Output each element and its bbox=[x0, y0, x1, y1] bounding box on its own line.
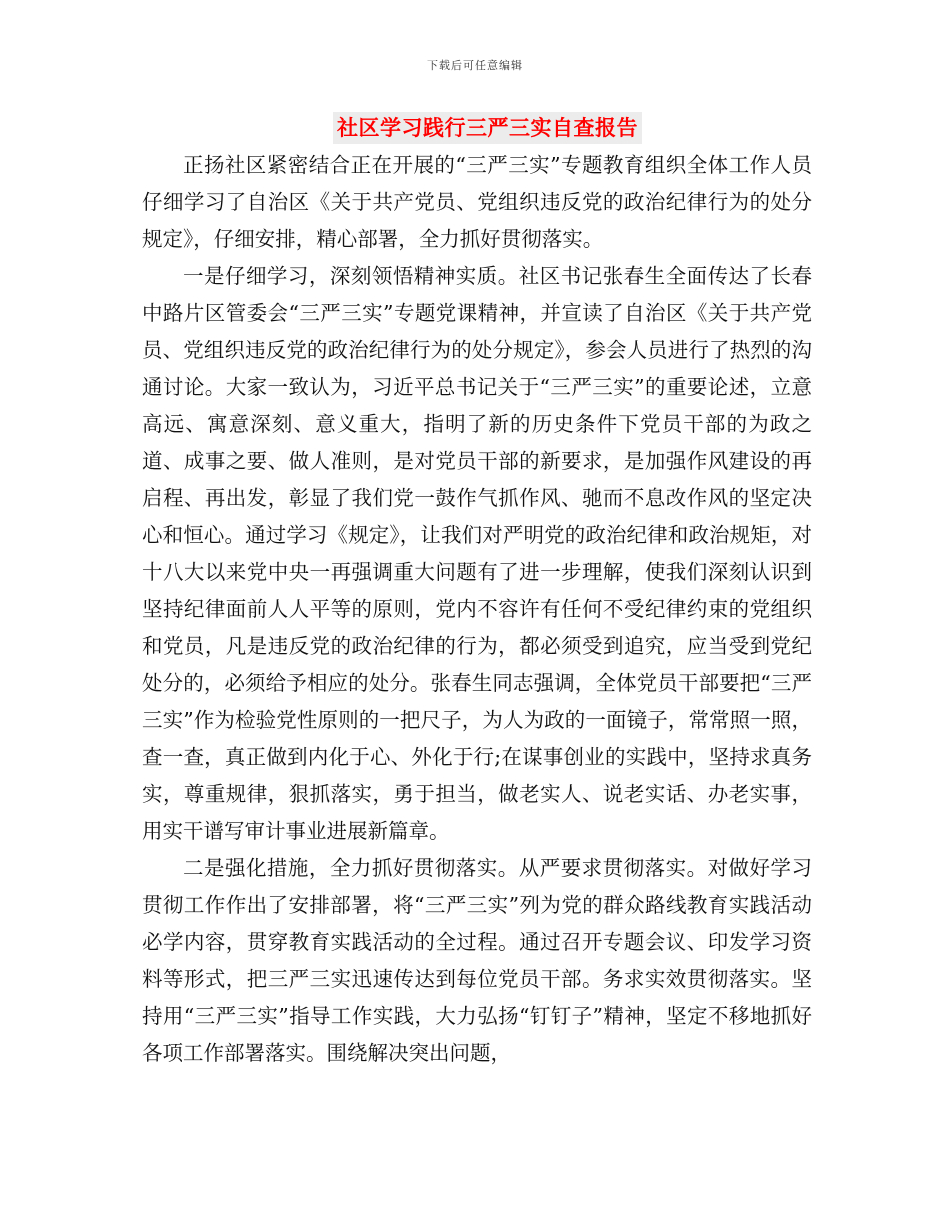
paragraph-intro: 正扬社区紧密结合正在开展的“三严三实”专题教育组织全体工作人员仔细学习了自治区《关于共产党员、党组织违反党的政治纪律行为的处分规定》，仔细安排，精心部署，全力抓好贯彻落实。 bbox=[142, 153, 812, 251]
document-body bbox=[142, 147, 812, 1072]
document-title: 社区学习践行三严三实自查报告 bbox=[333, 112, 642, 144]
paragraph-measures: 二是强化措施，全力抓好贯彻落实。从严要求贯彻落实。对做好学习贯彻工作作出了安排部署，将“三严三实”列为党的群众路线教育实践活动必学内容，贯穿教育实践活动的全过程。通过召开专题会议、印发学习资料等形式，把三严三实迅速传达到每位党员干部。务求实效贯彻落实。坚持用“三严三实”指导工作实践，大力弘扬“钉钉子”精神，坚定不移地抓好各项工作部署落实。围绕解决突出问题， bbox=[142, 856, 812, 1065]
header-note: 下载后可任意编辑 bbox=[427, 59, 523, 72]
paragraph-study: 一是仔细学习，深刻领悟精神实质。社区书记张春生全面传达了长春中路片区管委会“三严三实”专题党课精神，并宣读了自治区《关于共产党员、党组织违反党的政治纪律行为的处分规定》，参会人员进行了热烈的沟通讨论。大家一致认为，习近平总书记关于“三严三实”的重要论述，立意高远、寓意深刻、意义重大，指明了新的历史条件下党员干部的为政之道、成事之要、做人准则，是对党员干部的新要求，是加强作风建设的再启程、再出发，彰显了我们党一鼓作气抓作风、驰而不息改作风的坚定决心和恒心。通过学习《规定》，让我们对严明党的政治纪律和政治规矩，对十八大以来党中央一再强调重大问题有了进一步理解，使我们深刻认识到坚持纪律面前人人平等的原则，党内不容许有任何不受纪律约束的党组织和党员，凡是违反党的政治纪律的行为，都必须受到追究，应当受到党纪处分的，必须给予相应的处分。张春生同志强调，全体党员干部要把“三严三实”作为检验党性原则的一把尺子，为人为政的一面镜子，常常照一照，查一查，真正做到内化于心、外化于行;在谋事创业的实践中，坚持求真务实，尊重规律，狠抓落实，勇于担当，做老实人、说老实话、办老实事，用实干谱写审计事业进展新篇章。 bbox=[142, 264, 812, 843]
